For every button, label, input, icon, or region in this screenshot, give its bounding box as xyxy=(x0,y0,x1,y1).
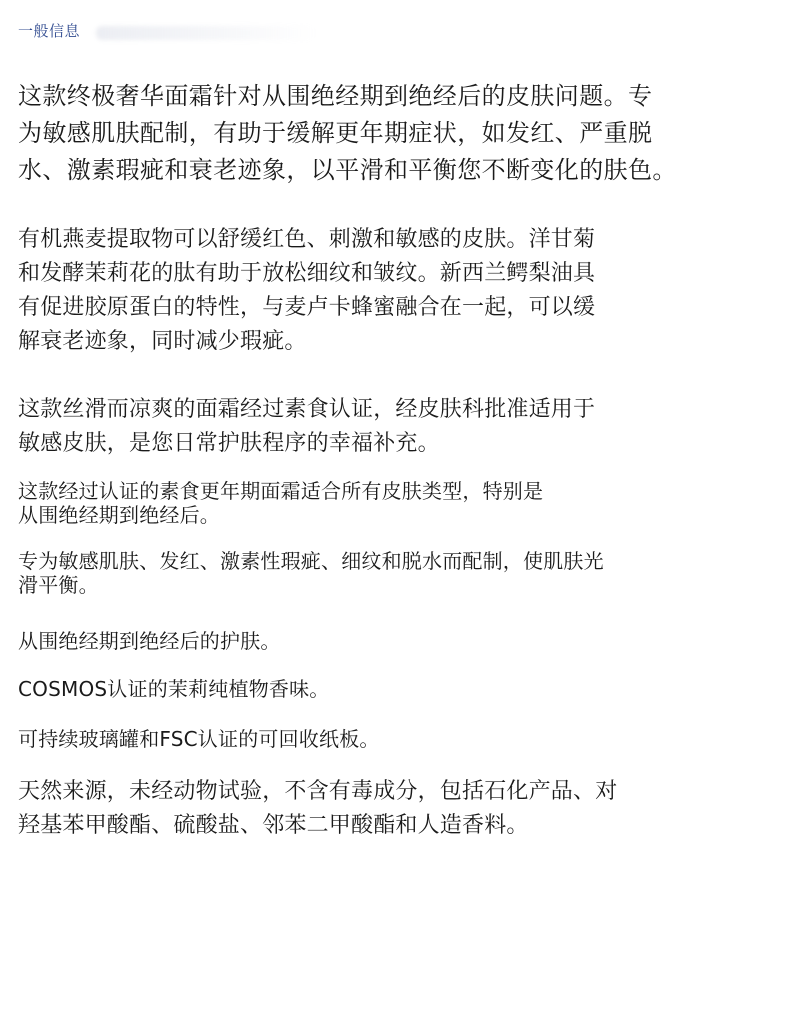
paragraph-line: 滑平衡。 xyxy=(18,573,99,597)
paragraph-line: 为敏感肌肤配制，有助于缓解更年期症状，如发红、严重脱 xyxy=(18,119,653,147)
paragraph-ingredients xyxy=(18,223,778,359)
paragraph-texture xyxy=(18,393,778,461)
paragraph-line: 解衰老迹象，同时减少瑕疵。 xyxy=(18,329,307,354)
paragraph-line: 水、激素瑕疵和衰老迹象，以平滑和平衡您不断变化的肤色。 xyxy=(18,156,677,184)
paragraph-line: 从围绝经期到绝经后。 xyxy=(18,503,220,527)
paragraph-line: 有机燕麦提取物可以舒缓红色、刺激和敏感的皮肤。洋甘菊 xyxy=(18,227,596,252)
paragraph-sensitive xyxy=(18,549,778,597)
paragraph-line: 有促进胶原蛋白的特性，与麦卢卡蜂蜜融合在一起，可以缓 xyxy=(18,295,596,320)
paragraph-line: 敏感皮肤，是您日常护肤程序的幸福补充。 xyxy=(18,431,440,456)
paragraph-line: 羟基苯甲酸酯、硫酸盐、邻苯二甲酸酯和人造香料。 xyxy=(18,813,529,838)
paragraph-natural xyxy=(18,775,778,843)
section-title: 一般信息 xyxy=(18,22,81,40)
paragraph-line: COSMOS认证的茉莉纯植物香味。 xyxy=(18,677,330,701)
paragraph-line: 专为敏感肌肤、发红、激素性瑕疵、细纹和脱水而配制，使肌肤光 xyxy=(18,549,604,573)
paragraph-intro xyxy=(18,78,778,189)
paragraph-line: 这款丝滑而凉爽的面霜经过素食认证，经皮肤科批准适用于 xyxy=(18,397,596,422)
paragraph-line: 天然来源，未经动物试验，不含有毒成分，包括石化产品、对 xyxy=(18,779,618,804)
section-header xyxy=(18,20,318,44)
product-description xyxy=(18,72,778,843)
paragraph-line: 可持续玻璃罐和FSC认证的可回收纸板。 xyxy=(18,727,380,751)
feature-fragrance xyxy=(18,677,778,701)
paragraph-line: 从围绝经期到绝经后的护肤。 xyxy=(18,629,281,653)
paragraph-line: 和发酵茉莉花的肽有助于放松细纹和皱纹。新西兰鳄梨油具 xyxy=(18,261,596,286)
paragraph-line: 这款经过认证的素食更年期面霜适合所有皮肤类型，特别是 xyxy=(18,479,544,503)
feature-packaging xyxy=(18,727,778,751)
feature-skincare xyxy=(18,629,778,653)
paragraph-line: 这款终极奢华面霜针对从围绝经期到绝经后的皮肤问题。专 xyxy=(18,82,653,110)
paragraph-certified xyxy=(18,479,778,527)
